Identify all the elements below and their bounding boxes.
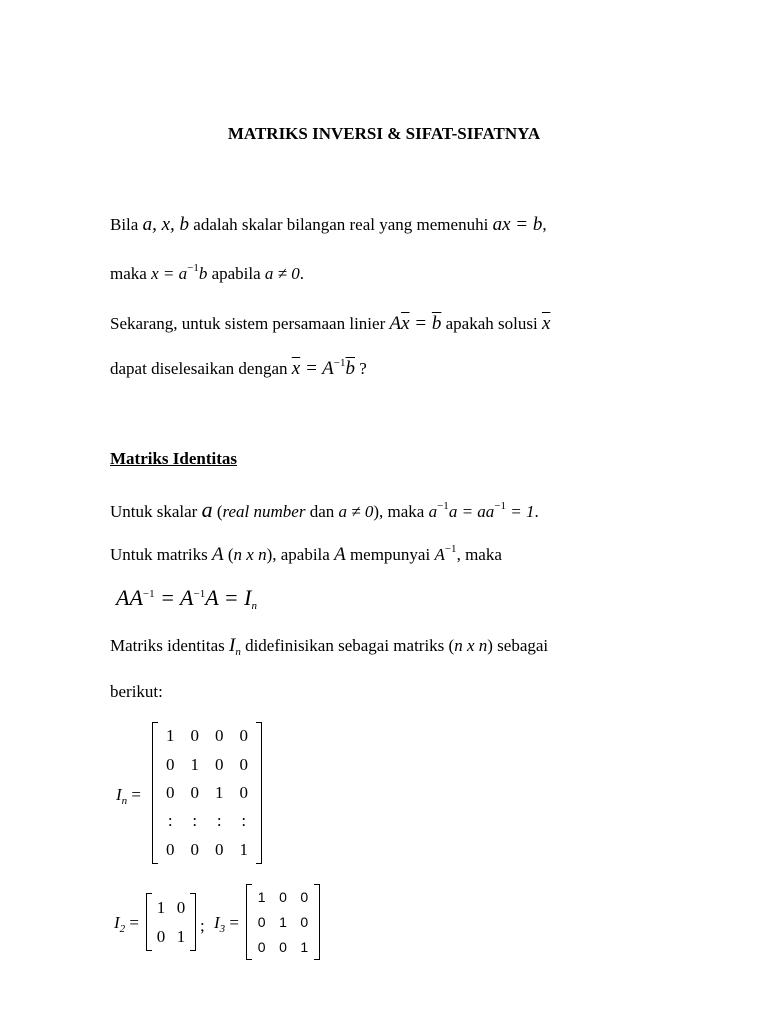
text: dapat diselesaikan dengan <box>110 359 288 378</box>
matrix-cell: 0 <box>257 939 266 956</box>
matrix-i3-grid <box>251 884 315 960</box>
text: didefinisikan sebagai matriks (n x n) sebagai <box>245 636 549 655</box>
text: Matriks identitas <box>110 636 225 655</box>
matrix-cell: 1 <box>176 926 186 946</box>
math-A: A <box>212 544 224 565</box>
math-a-neq-0: a ≠ 0 <box>264 264 300 283</box>
matrix-cell: 0 <box>239 726 248 746</box>
matrix-cell: 0 <box>215 839 224 859</box>
text: adalah skalar bilangan real yang memenuhi <box>193 215 489 234</box>
matrix-row <box>158 722 256 750</box>
math-ax-b: ax = b <box>492 214 543 235</box>
matrix-cell: 0 <box>166 782 175 802</box>
intro-line-2 <box>110 264 304 284</box>
math-a: a <box>201 497 213 522</box>
text: ), maka <box>373 502 425 521</box>
matrix-row <box>158 836 256 864</box>
matrix-cell: 0 <box>257 913 266 930</box>
matrix-in <box>152 722 262 864</box>
matrix-cell: 1 <box>279 913 287 930</box>
matrix-row <box>158 779 256 807</box>
matrix-cell: 1 <box>166 726 175 746</box>
text: . <box>299 264 305 283</box>
matrix-in-grid <box>158 722 256 864</box>
matrix-row <box>251 909 315 934</box>
matrix-cell: : <box>241 811 247 831</box>
section-line-1 <box>110 497 539 523</box>
text: Untuk skalar <box>110 502 198 521</box>
text: , <box>542 215 547 234</box>
text: ? <box>359 359 367 378</box>
matrix-cell: 0 <box>215 726 224 746</box>
section-heading: Matriks Identitas <box>110 449 238 468</box>
matrix-row <box>151 922 191 951</box>
matrix-row <box>251 935 315 960</box>
math-x-eq-ainv-b: $\overline{x} = A^{-1}\overline{b}$ <box>291 357 355 379</box>
matrix-row <box>251 884 315 909</box>
matrix-cell: : <box>192 811 198 831</box>
matrix-cell: 0 <box>300 913 309 930</box>
text: Sekarang, untuk sistem persamaan linier <box>110 314 386 333</box>
matrix-cell: 1 <box>215 782 224 802</box>
matrix-cell: : <box>167 811 173 831</box>
matrix-cell: 0 <box>279 888 287 905</box>
math-abx: a, x, b <box>142 214 190 235</box>
matrix-cell: 1 <box>239 839 248 859</box>
matrix-cell: 0 <box>300 888 309 905</box>
matrix-cell: 0 <box>239 754 248 774</box>
matrix-cell: 0 <box>190 782 199 802</box>
bracket-right <box>256 722 262 864</box>
math-In: $I_n$ <box>228 635 241 658</box>
text: (real number <box>216 502 306 521</box>
text: mempunyai <box>349 545 431 564</box>
text: dan <box>309 502 335 521</box>
text: . <box>534 502 539 521</box>
matrix-cell: 0 <box>166 754 175 774</box>
matrix-cell: 0 <box>166 839 175 859</box>
matrix-in-label: $I_n$ = <box>116 785 142 807</box>
matrix-cell: 1 <box>190 754 199 774</box>
page-title: MATRIKS INVERSI & SIFAT-SIFATNYA <box>227 124 541 143</box>
matrix-row <box>158 750 256 778</box>
text: , maka <box>456 545 502 564</box>
matrix-cell: 1 <box>156 897 166 917</box>
math-A-inverse: $A^{-1}$ <box>434 543 457 564</box>
matrix-cell: 0 <box>156 926 166 946</box>
section-line-5: berikut: <box>110 682 163 701</box>
math-a-neq-0: a ≠ 0 <box>338 502 374 521</box>
section-line-4 <box>110 635 548 658</box>
matrix-cell: 1 <box>257 888 266 905</box>
text: maka <box>110 264 147 283</box>
matrix-i2-grid <box>151 893 191 951</box>
intro-line-1 <box>110 214 547 237</box>
text: (n x n), apabila <box>227 545 330 564</box>
matrix-cell: 0 <box>190 726 199 746</box>
math-inverse-identity: $a^{-1}a = aa^{-1} = 1$ <box>428 500 535 521</box>
matrix-i3 <box>246 884 320 960</box>
text: Untuk matriks <box>110 545 208 564</box>
math-A: A <box>334 544 346 565</box>
math-x-inverse: $x = a^{-1}b$ <box>151 262 208 283</box>
text: apakah solusi <box>445 314 538 333</box>
math-ax-eq-b: $A\overline{x} = \overline{b}$ <box>389 313 442 334</box>
matrix-row <box>151 893 191 922</box>
matrix-i2-label: $I_2$ = <box>114 913 140 935</box>
matrix-cell: 0 <box>239 782 248 802</box>
matrix-i2 <box>146 893 196 951</box>
matrix-cell: : <box>216 811 222 831</box>
text: Bila <box>110 215 139 234</box>
intro-line-4 <box>110 358 367 381</box>
matrix-cell: 0 <box>176 897 186 917</box>
text: apabila <box>211 264 261 283</box>
intro-line-3 <box>110 313 550 336</box>
separator: ; <box>200 916 205 935</box>
matrix-cell: 0 <box>279 939 287 956</box>
section-line-2 <box>110 544 502 567</box>
matrix-cell: 1 <box>300 939 309 956</box>
matrix-cell: 0 <box>190 839 199 859</box>
matrix-cell: 0 <box>215 754 224 774</box>
matrix-i3-label: $I_3$ = <box>214 913 240 935</box>
matrix-row <box>158 807 256 835</box>
math-x-bar: $\overline{x}$ <box>541 313 551 334</box>
math-identity-equation: $AA^{-1} = A^{-1}A = I_n$ <box>116 585 257 612</box>
